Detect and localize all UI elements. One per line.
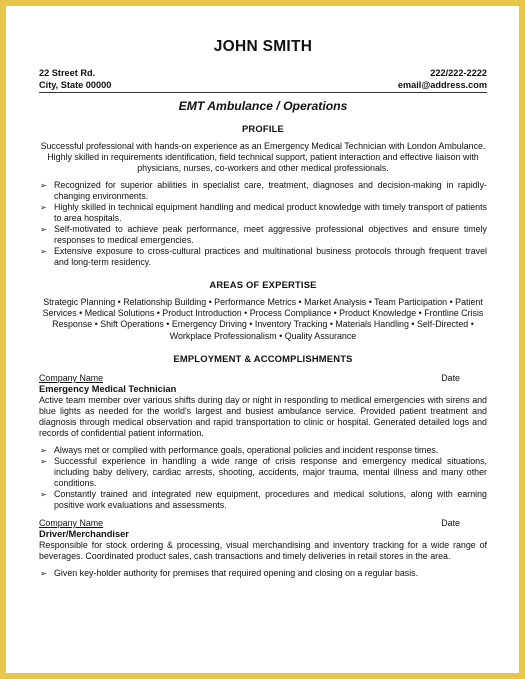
phone-number: 222/222-2222 bbox=[430, 68, 487, 78]
job-description: Active team member over various shifts during day or night in responding to medical emergencies with sirens and blue lights as needed for the world's largest and busiest ambulance service. Provided patient treatment and diagnosis through medical observation and rapid transportation to clinic or hospital. Generated detailed logs and records of confidential patient information. bbox=[39, 394, 487, 438]
job-bullet-list bbox=[39, 568, 487, 579]
job-role: Driver/Merchandiser bbox=[39, 528, 129, 539]
resume-page bbox=[6, 6, 519, 673]
address-line-1: 22 Street Rd. bbox=[39, 68, 96, 78]
arrow-bullet-icon: ➢ bbox=[40, 489, 47, 499]
header-divider bbox=[39, 92, 487, 93]
job-role: Emergency Medical Technician bbox=[39, 383, 177, 394]
expertise-list: Strategic Planning • Relationship Building • Performance Metrics • Market Analysis • Team Participation • Patient Services • Medical Solutions • Product Introduction • Process Compliance • Product Knowledge • Frontline Crisis Response • Shift Operations • Emergency Driving • Inventory Tracking • Materials Handling • Self-Directed • Workplace Professionalism • Quality Assurance bbox=[42, 297, 484, 341]
list-item: ➢ Self-motivated to achieve peak performance, meet aggressive professional objectives and ensure timely responses to medical emergencies. bbox=[40, 224, 487, 245]
arrow-bullet-icon: ➢ bbox=[40, 568, 47, 578]
profile-summary: Successful professional with hands-on experience as an Emergency Medical Technician with London Ambulance. Highly skilled in requirements identification, field technical support, patient interaction and effective liaison with physicians, nurses, co-workers and other medical professionals. bbox=[40, 141, 486, 173]
profile-bullet-list bbox=[39, 180, 487, 268]
email-address: email@address.com bbox=[397, 80, 487, 90]
job-header bbox=[39, 373, 487, 384]
job-title: EMT Ambulance / Operations bbox=[178, 99, 348, 113]
arrow-bullet-icon: ➢ bbox=[40, 247, 47, 256]
list-item: ➢ Constantly trained and integrated new equipment, procedures and medical solutions, along with earning positive work evaluations and assessments. bbox=[40, 488, 487, 510]
job-bullet-list bbox=[39, 445, 487, 511]
expertise-heading: AREAS OF EXPERTISE bbox=[209, 279, 317, 290]
list-item: ➢ Recognized for superior abilities in specialist care, treatment, diagnoses and decision-making in rapidly-changing environments. bbox=[40, 180, 487, 201]
address-block bbox=[39, 67, 111, 91]
arrow-bullet-icon: ➢ bbox=[40, 181, 47, 190]
employment-heading: EMPLOYMENT & ACCOMPLISHMENTS bbox=[173, 352, 353, 364]
candidate-name: JOHN SMITH bbox=[213, 38, 313, 55]
arrow-bullet-icon: ➢ bbox=[40, 203, 47, 212]
list-item: ➢ Highly skilled in technical equipment handling and medical product knowledge with timely transport of patients to area hospitals. bbox=[40, 202, 487, 223]
company-name: Company Name bbox=[39, 372, 104, 383]
job-date: Date bbox=[441, 372, 460, 383]
arrow-bullet-icon: ➢ bbox=[40, 456, 47, 466]
job-date: Date bbox=[441, 517, 460, 528]
arrow-bullet-icon: ➢ bbox=[40, 225, 47, 234]
company-name: Company Name bbox=[39, 517, 104, 528]
job-description: Responsible for stock ordering & processing, visual merchandising and inventory tracking for a wide range of beverages. Coordinated product sales, cash transactions and timely deliveries in retail stores in the area. bbox=[39, 539, 487, 561]
arrow-bullet-icon: ➢ bbox=[40, 445, 47, 455]
job-header bbox=[39, 518, 487, 529]
list-item: ➢ Extensive exposure to cross-cultural practices and multinational business protocols through frequent travel and long-term residency. bbox=[40, 246, 487, 267]
list-item: ➢ Always met or complied with performance goals, operational policies and incident response times. bbox=[40, 444, 439, 455]
address-line-2: City, State 00000 bbox=[39, 80, 112, 90]
phone-email-block bbox=[398, 67, 487, 91]
contact-block bbox=[39, 67, 487, 91]
list-item: ➢ Successful experience in handling a wide range of crisis response and emergency medical situations, including baby delivery, cardiac arrests, shooting, accidents, major trauma, mental illness and many other conditions. bbox=[40, 455, 487, 488]
profile-heading: PROFILE bbox=[241, 123, 285, 134]
list-item: ➢ Given key-holder authority for premises that required opening and closing on a regular basis. bbox=[40, 567, 419, 578]
